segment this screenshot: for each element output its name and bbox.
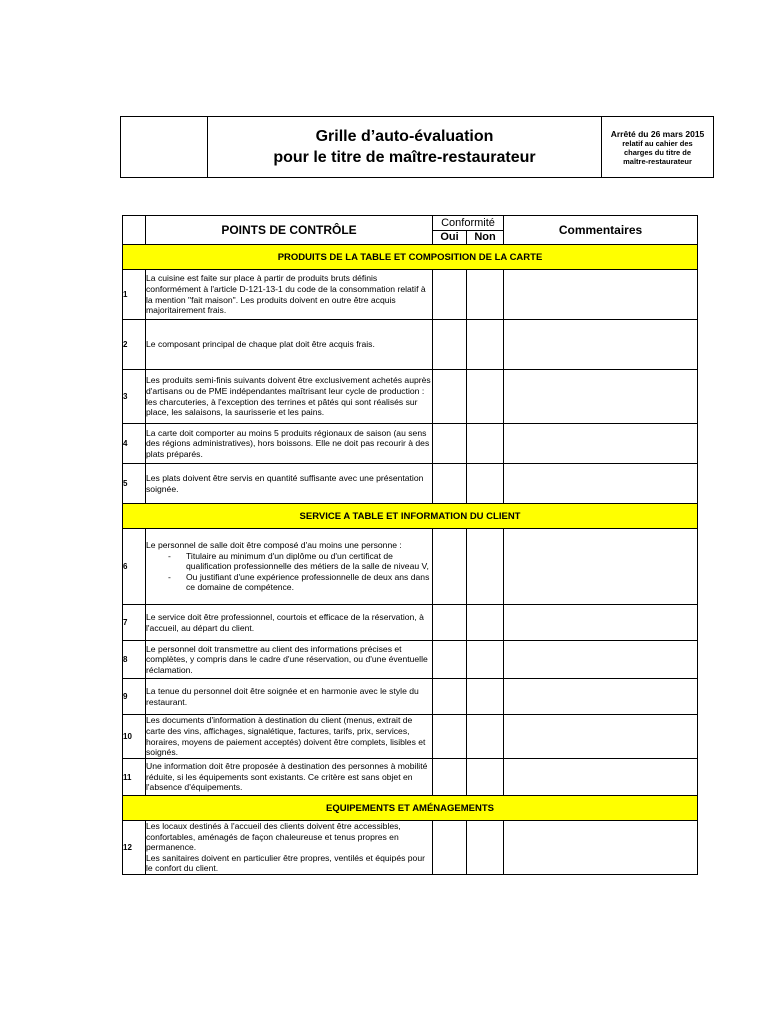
document-header [120,116,714,178]
evaluation-grid [122,215,698,875]
header-points: POINTS DE CONTRÔLE [146,216,433,245]
comment-cell[interactable] [504,529,698,605]
control-point-paragraph: Le personnel de salle doit être composé d'au moins une personne : [146,540,402,551]
oui-checkbox-cell[interactable] [433,370,467,424]
control-point-row [123,641,698,679]
non-checkbox-cell[interactable] [467,821,504,875]
non-checkbox-cell[interactable] [467,320,504,370]
header-conformite: Conformité [433,216,504,231]
control-point-text [146,641,433,679]
non-checkbox-cell[interactable] [467,715,504,759]
grid-body [123,245,698,875]
control-point-number: 5 [123,464,146,504]
control-point-number: 1 [123,270,146,320]
control-point-text [146,424,433,464]
header-commentaires: Commentaires [504,216,698,245]
non-checkbox-cell[interactable] [467,424,504,464]
control-point-bullets [146,551,432,593]
control-point-number: 11 [123,759,146,796]
section-header-row [123,504,698,529]
control-point-row [123,464,698,504]
control-point-row [123,370,698,424]
oui-checkbox-cell[interactable] [433,320,467,370]
non-checkbox-cell[interactable] [467,370,504,424]
control-point-paragraph: Le composant principal de chaque plat doit être acquis frais. [146,339,375,350]
control-point-bullet: - Titulaire au minimum d'un diplôme ou d'un certificat de qualification professionnelle des métiers de la salle de niveau V, [168,551,432,572]
non-checkbox-cell[interactable] [467,759,504,796]
control-point-paragraph: Les plats doivent être servis en quantité suffisante avec une présentation soignée. [146,472,424,494]
control-point-number: 10 [123,715,146,759]
control-point-paragraph: La tenue du personnel doit être soignée et en harmonie avec le style du restaurant. [146,685,419,707]
title-line-2: pour le titre de maître-restaurateur [273,149,536,166]
control-point-number: 6 [123,529,146,605]
oui-checkbox-cell[interactable] [433,270,467,320]
comment-cell[interactable] [504,464,698,504]
control-point-paragraph: Les locaux destinés à l'accueil des clients doivent être accessibles, confortables, aménagés de façon chaleureuse et tenus propres en permanence. [146,821,401,853]
oui-checkbox-cell[interactable] [433,679,467,715]
non-checkbox-cell[interactable] [467,679,504,715]
logo-placeholder [121,117,208,177]
oui-checkbox-cell[interactable] [433,605,467,641]
comment-cell[interactable] [504,821,698,875]
control-point-number: 2 [123,320,146,370]
comment-cell[interactable] [504,605,698,641]
control-point-text [146,370,433,424]
oui-checkbox-cell[interactable] [433,715,467,759]
control-point-paragraph: La cuisine est faite sur place à partir de produits bruts définis conformément à l'article D-121-13-1 du code de la consommation relatif à la mention "fait maison". Les produits doivent en outre être acquis majoritairement frais. [146,273,426,316]
control-point-text [146,320,433,370]
section-header-row [123,796,698,821]
control-point-row [123,821,698,875]
control-point-row [123,715,698,759]
header-non: Non [467,231,504,245]
control-point-text [146,715,433,759]
section-title: EQUIPEMENTS ET AMÉNAGEMENTS [123,796,698,821]
title-line-1: Grille d’auto-évaluation [315,128,494,145]
non-checkbox-cell[interactable] [467,641,504,679]
ref-date: Arrêté du 26 mars 2015 [610,128,705,139]
control-point-paragraph: Les sanitaires doivent en particulier être propres, ventilés et équipés pour le confort du client. [146,852,425,874]
control-point-bullet: - Ou justifiant d'une expérience professionnelle de deux ans dans ce domaine de compétence. [168,572,432,593]
control-point-text [146,679,433,715]
control-point-paragraph: Une information doit être proposée à destination des personnes à mobilité réduite, si les équipements sont existants. Ce critère est sans objet en l'absence d'équipements. [146,761,428,793]
control-point-row [123,270,698,320]
ref-line: charges du titre de [623,147,692,157]
control-point-row [123,320,698,370]
header-oui: Oui [433,231,467,245]
non-checkbox-cell[interactable] [467,270,504,320]
header-blank [123,216,146,245]
control-point-paragraph: Le service doit être professionnel, courtois et efficace de la réservation, à l'accueil, au départ du client. [146,611,424,633]
document-title [208,117,602,177]
oui-checkbox-cell[interactable] [433,529,467,605]
comment-cell[interactable] [504,641,698,679]
control-point-row [123,679,698,715]
section-title: SERVICE A TABLE ET INFORMATION DU CLIENT [123,504,698,529]
control-point-text [146,605,433,641]
control-point-row [123,424,698,464]
comment-cell[interactable] [504,759,698,796]
control-point-row [123,605,698,641]
section-header-row [123,245,698,270]
comment-cell[interactable] [504,715,698,759]
comment-cell[interactable] [504,370,698,424]
control-point-number: 9 [123,679,146,715]
oui-checkbox-cell[interactable] [433,759,467,796]
oui-checkbox-cell[interactable] [433,641,467,679]
control-point-number: 4 [123,424,146,464]
control-point-paragraph: Le personnel doit transmettre au client des informations précises et complètes, y compris dans le cadre d'une réservation, ou d'une éventuelle réclamation. [146,643,428,675]
comment-cell[interactable] [504,424,698,464]
section-title: PRODUITS DE LA TABLE ET COMPOSITION DE LA CARTE [123,245,698,270]
control-point-number: 8 [123,641,146,679]
control-point-number: 7 [123,605,146,641]
oui-checkbox-cell[interactable] [433,821,467,875]
legal-reference [602,117,713,177]
control-point-paragraph: Les produits semi-finis suivants doivent être exclusivement achetés auprès d'artisans ou de PME indépendantes maîtrisant leur cycle de production : les charcuteries, à l'exception des terrines et pâtés qui sont réalisés sur place, les salaisons, la saurisserie et les pains. [146,375,431,418]
control-point-text [146,464,433,504]
control-point-number: 12 [123,821,146,875]
comment-cell[interactable] [504,270,698,320]
control-point-text [146,529,433,605]
oui-checkbox-cell[interactable] [433,424,467,464]
control-point-row [123,759,698,796]
control-point-row [123,529,698,605]
ref-line: relatif au cahier des [622,138,693,148]
control-point-text [146,270,433,320]
control-point-number: 3 [123,370,146,424]
comment-cell[interactable] [504,320,698,370]
control-point-text [146,821,433,875]
non-checkbox-cell[interactable] [467,529,504,605]
control-point-text [146,759,433,796]
non-checkbox-cell[interactable] [467,605,504,641]
control-point-paragraph: Les documents d'information à destination du client (menus, extrait de carte des vins, affichages, signalétique, factures, tarifs, prix, services, horaires, moyens de paiement acceptés) doivent être complets, lisibles et soignés. [146,715,426,758]
non-checkbox-cell[interactable] [467,464,504,504]
oui-checkbox-cell[interactable] [433,464,467,504]
control-point-paragraph: La carte doit comporter au moins 5 produits régionaux de saison (au sens des régions administratives), hors boissons. Elle ne doit pas recourir à des plats préparés. [146,427,430,459]
comment-cell[interactable] [504,679,698,715]
ref-line: maître-restaurateur [623,156,692,166]
